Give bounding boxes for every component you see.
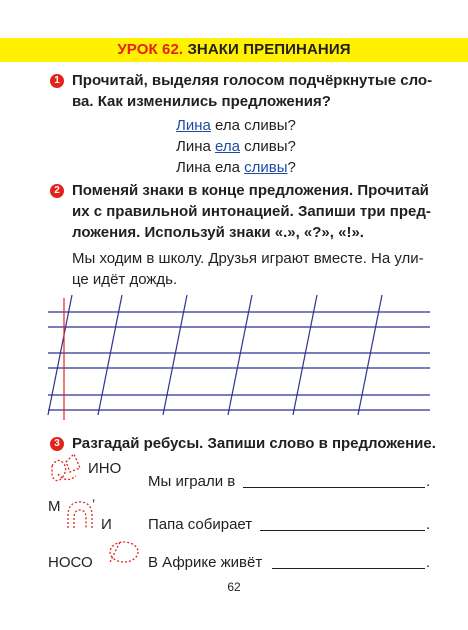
rebus-3-letters: НОСО [48,554,93,571]
rebus-1-end-period: . [426,473,431,490]
rebus-2-end-period: . [426,516,431,533]
task-3-instruction: Разгадай ребусы. Запиши слово в предложение. [72,435,436,452]
rebus-2-answer-blank[interactable] [260,530,425,531]
task-2-text-line2: це идёт дождь. [72,271,178,288]
task-1-sentence-1: Лина ела сливы? [176,117,296,134]
task-1-instruction-line2: ва. Как изменились предложения? [72,93,331,110]
rebus-3-answer-blank[interactable] [272,568,425,569]
rebus-2-comma-mark: ’ [92,496,96,512]
rebus-1-drawing [52,454,80,481]
rebus-3-end-period: . [426,554,431,571]
rebus-2-letter-i: И [101,516,112,533]
task-2-instruction-line2: их с правильной интонацией. Запиши три пред- [72,203,431,220]
lesson-number: УРОК 62. [117,41,184,58]
task-2-number-badge: 2 [50,184,64,198]
task-1-sentence-3: Лина ела сливы? [176,159,296,176]
slant-lines [48,295,382,415]
rebus-2-sentence: Папа собирает [148,516,253,533]
task-1-instruction-line1: Прочитай, выделяя голосом подчёркнутые сло- [72,72,433,89]
task-3-number-badge: 3 [50,437,64,451]
rebus-3-drawing [110,542,138,562]
page-number: 62 [227,580,241,594]
task-1-sentence-2: Лина ела сливы? [176,138,296,155]
lesson-topic: ЗНАКИ ПРЕПИНАНИЯ [187,41,351,58]
task-2-instruction-line1: Поменяй знаки в конце предложения. Прочитай [72,182,429,199]
rebus-3-sentence: В Африке живёт [148,554,263,571]
task-2-instruction-line3: ложения. Используй знаки «.», «?», «!». [72,224,364,241]
task-2-text-line1: Мы ходим в школу. Друзья играют вместе. На ули- [72,250,424,267]
rebus-1-answer-blank[interactable] [243,487,425,488]
rebus-2-letter-m: М [48,498,61,515]
task-1-number-badge: 1 [50,74,64,88]
rebus-1-letters: ИНО [88,460,122,477]
rebus-1-sentence: Мы играли в [148,473,236,490]
rebus-2-drawing [68,502,92,528]
